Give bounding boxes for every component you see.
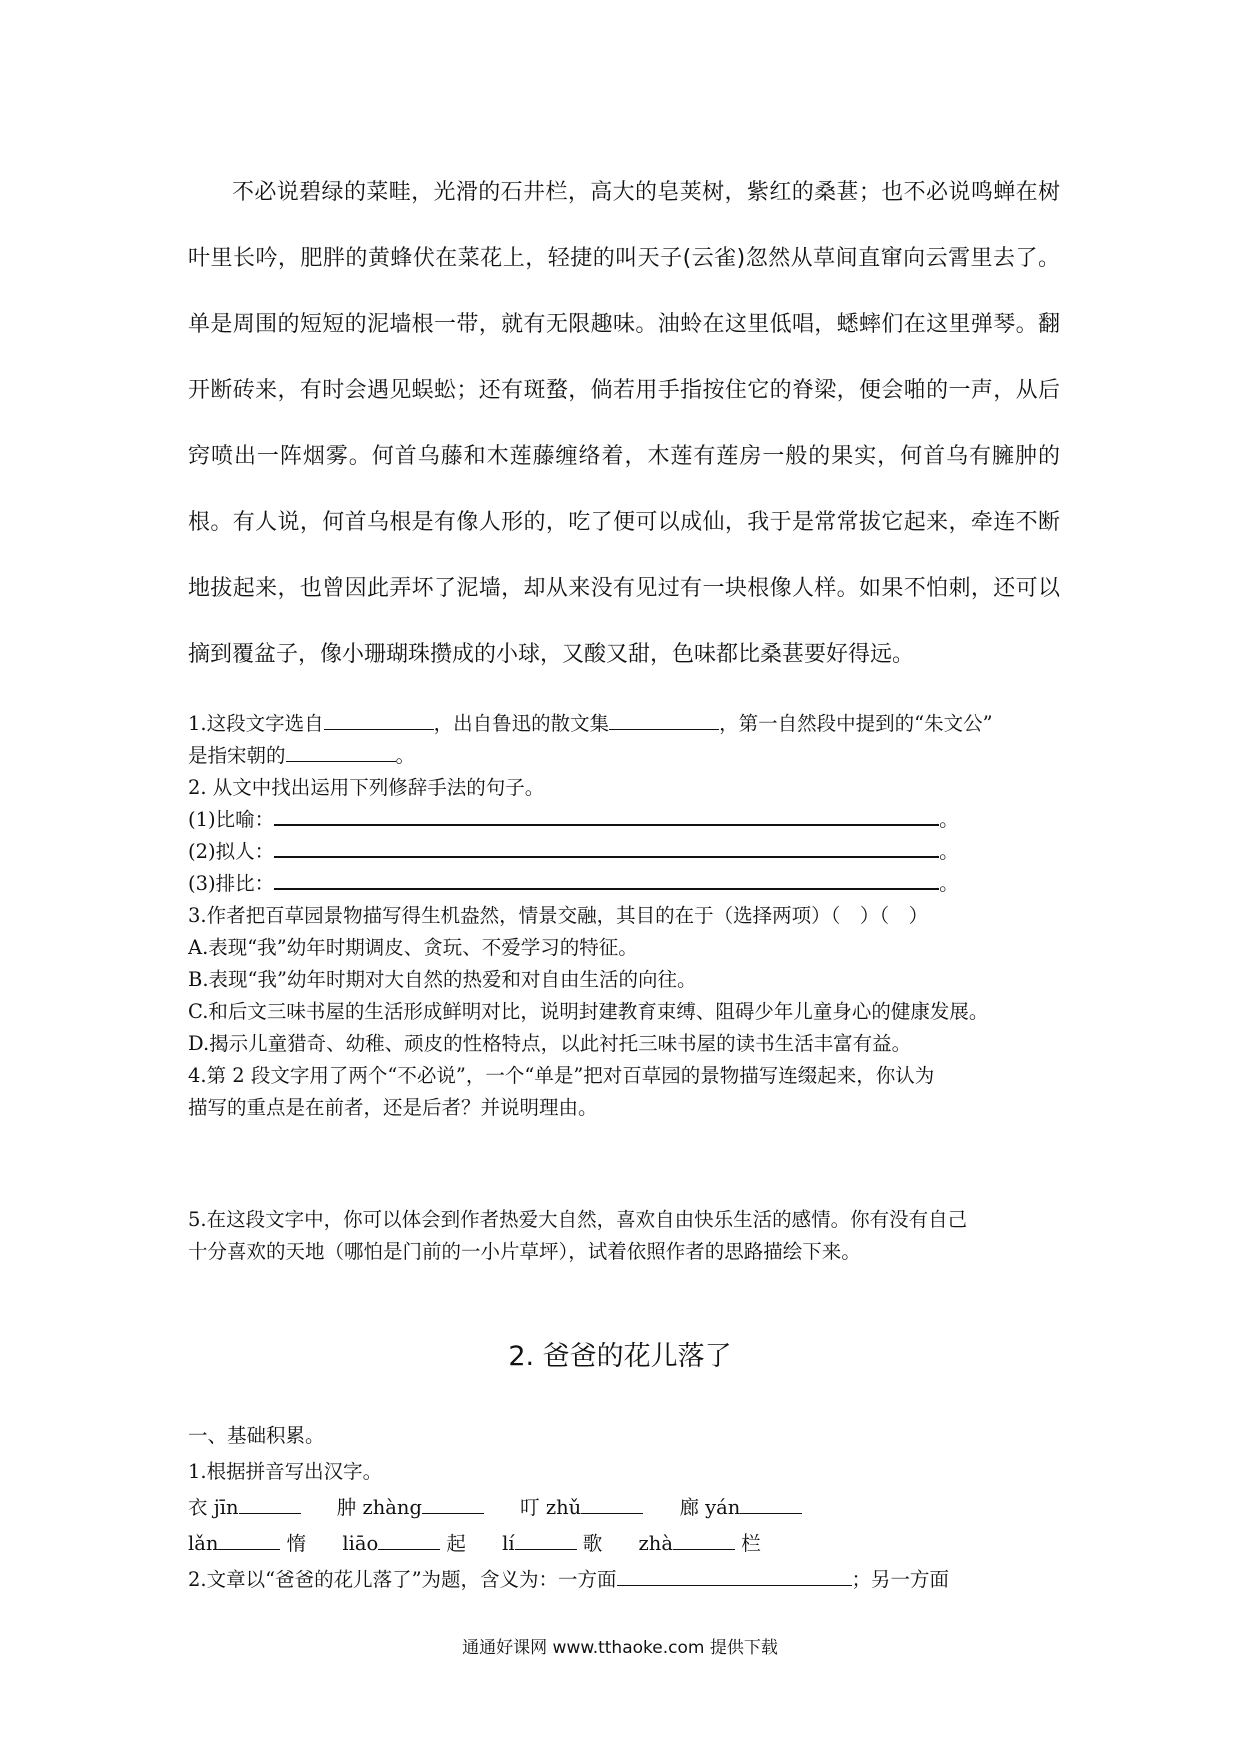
- q1-text-a: 1.这段文字选自: [188, 712, 324, 735]
- q2-blank-1[interactable]: [274, 806, 939, 826]
- q2-end-3: 。: [939, 872, 959, 895]
- pinyin-item: [679, 1490, 802, 1526]
- pinyin-blank[interactable]: [515, 1531, 577, 1550]
- pinyin-prompt: 廊 yán: [679, 1496, 741, 1519]
- section-title: 2. 爸爸的花儿落了: [508, 1341, 732, 1372]
- pinyin-prompt: lí: [502, 1532, 515, 1555]
- answer-space-2: [188, 1164, 1068, 1204]
- question-3-stem: 3.作者把百草园景物描写得生机盎然，情景交融，其目的在于（选择两项）（ ）（ ）: [188, 904, 929, 927]
- question-3-option-b: B.表现“我”幼年时期对大自然的热爱和对自由生活的向往。: [188, 968, 697, 991]
- question-1: [188, 708, 1068, 740]
- question-4-line-1: 4.第 2 段文字用了两个“不必说”，一个“单是”把对百草园的景物描写连缀起来，你认为: [188, 1064, 935, 1087]
- questions-section: [188, 708, 1068, 1268]
- pinyin-suffix: 栏: [741, 1532, 761, 1555]
- pinyin-blank[interactable]: [673, 1531, 735, 1550]
- pinyin-prompt: liāo: [342, 1532, 379, 1555]
- q2-blank-2[interactable]: [274, 838, 939, 858]
- q2-label-3: (3)排比：: [188, 872, 275, 895]
- q1-text-c: ，第一自然段中提到的“朱文公”: [719, 712, 993, 735]
- pinyin-row-2: [188, 1526, 1068, 1562]
- page-footer: 通通好课网 www.tthaoke.com 提供下载: [462, 1638, 778, 1658]
- pinyin-item: [188, 1490, 301, 1526]
- pinyin-item: [639, 1526, 761, 1562]
- q1-text-b: ，出自鲁迅的散文集: [433, 712, 610, 735]
- pinyin-suffix: 歌: [582, 1532, 603, 1555]
- pinyin-blank[interactable]: [581, 1495, 643, 1514]
- pinyin-suffix: 起: [446, 1532, 466, 1555]
- pinyin-blank[interactable]: [740, 1495, 802, 1514]
- exercise-2-text-a: 2.文章以“爸爸的花儿落了”为题，含义为：一方面: [188, 1568, 617, 1591]
- question-3-option-a: A.表现“我”幼年时期调皮、贪玩、不爱学习的特征。: [188, 936, 638, 959]
- pinyin-blank[interactable]: [378, 1531, 440, 1550]
- question-2-item-3: [188, 868, 1068, 900]
- q2-end-1: 。: [939, 808, 959, 831]
- pinyin-prompt: lǎn: [188, 1532, 219, 1555]
- q1-blank-2[interactable]: [609, 711, 719, 730]
- q1-blank-3[interactable]: [286, 743, 396, 762]
- pinyin-item: [520, 1490, 643, 1526]
- q1-blank-1[interactable]: [324, 711, 434, 730]
- exercise-2-text-b: ；另一方面: [851, 1568, 950, 1591]
- q1-text-e: 。: [395, 744, 416, 767]
- exercises-section: [188, 1418, 1068, 1598]
- exercise-2-blank[interactable]: [617, 1567, 852, 1586]
- pinyin-row-1: [188, 1490, 1068, 1526]
- question-1-cont: [188, 740, 1068, 772]
- question-3-option-c: C.和后文三味书屋的生活形成鲜明对比，说明封建教育束缚、阻碍少年儿童身心的健康发展。: [188, 1000, 989, 1023]
- question-2-item-2: [188, 836, 1068, 868]
- pinyin-prompt: 衣 jīn: [188, 1496, 239, 1519]
- q2-label-1: (1)比喻：: [188, 808, 275, 831]
- exercise-1-stem: 1.根据拼音写出汉字。: [188, 1460, 383, 1483]
- pinyin-item: [342, 1526, 466, 1562]
- pinyin-item: [188, 1526, 306, 1562]
- q1-text-d: 是指宋朝的: [188, 744, 286, 767]
- pinyin-blank[interactable]: [218, 1531, 280, 1550]
- pinyin-suffix: 惰: [286, 1532, 307, 1555]
- q2-label-2: (2)拟人：: [188, 840, 275, 863]
- pinyin-prompt: 叮 zhǔ: [520, 1496, 582, 1519]
- part-heading: 一、基础积累。: [188, 1424, 325, 1447]
- pinyin-prompt: zhà: [638, 1532, 673, 1555]
- question-5-line-2: 十分喜欢的天地（哪怕是门前的一小片草坪），试着依照作者的思路描绘下来。: [188, 1240, 861, 1263]
- q2-end-2: 。: [939, 840, 959, 863]
- question-3-option-d: D.揭示儿童猎奇、幼稚、顽皮的性格特点，以此衬托三味书屋的读书生活丰富有益。: [188, 1032, 912, 1055]
- exercise-2: [188, 1562, 1068, 1598]
- pinyin-blank[interactable]: [422, 1495, 484, 1514]
- q2-blank-3[interactable]: [274, 870, 939, 890]
- pinyin-item: [337, 1490, 484, 1526]
- pinyin-blank[interactable]: [239, 1495, 301, 1514]
- question-2-stem: 2. 从文中找出运用下列修辞手法的句子。: [188, 776, 545, 799]
- question-2-item-1: [188, 804, 1068, 836]
- pinyin-prompt: 肿 zhàng: [336, 1496, 422, 1519]
- question-5-line-1: 5.在这段文字中，你可以体会到作者热爱大自然，喜欢自由快乐生活的感情。你有没有自己: [188, 1208, 968, 1231]
- answer-space: [188, 1124, 1068, 1164]
- passage-text: 不必说碧绿的菜畦，光滑的石井栏，高大的皂荚树，紫红的桑葚；也不必说鸣蝉在树叶里长吟，肥胖的黄蜂伏在菜花上，轻捷的叫天子(云雀)忽然从草间直窜向云霄里去了。单是周围的短短的泥墙根一带，就有无限趣味。油蛉在这里低唱，蟋蟀们在这里弹琴。翻开断砖来，有时会遇见蜈蚣；还有斑蝥，倘若用手指按住它的脊梁，便会啪的一声，从后窍喷出一阵烟雾。何首乌藤和木莲藤缠络着，木莲有莲房一般的果实，何首乌有臃肿的根。有人说，何首乌根是有像人形的，吃了便可以成仙，我于是常常拔它起来，牵连不断地拔起来，也曾因此弄坏了泥墙，却从来没有见过有一块根像人样。如果不怕刺，还可以摘到覆盆子，像小珊瑚珠攒成的小球，又酸又甜，色味都比桑葚要好得远。: [188, 180, 1060, 667]
- question-4-line-2: 描写的重点是在前者，还是后者？并说明理由。: [188, 1096, 598, 1119]
- pinyin-item: [502, 1526, 602, 1562]
